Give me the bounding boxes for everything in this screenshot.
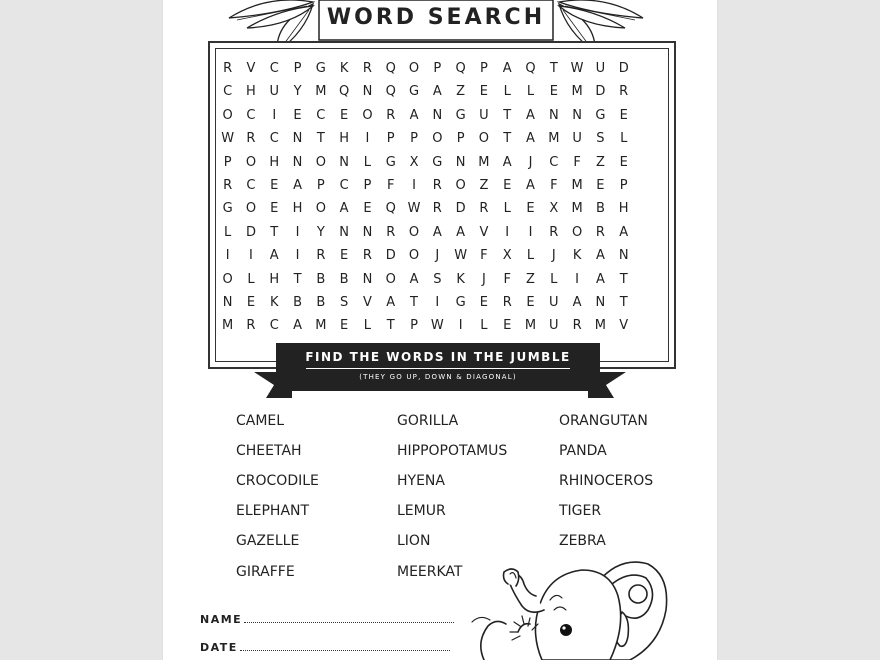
grid-cell[interactable]: R [386,224,396,240]
grid-cell[interactable]: A [293,177,302,193]
word-item: MEERKAT [397,564,463,580]
grid-cell[interactable]: R [549,224,559,240]
grid-cell[interactable]: N [548,107,559,123]
letter-grid [216,57,635,338]
grid-cell[interactable]: R [246,318,256,334]
grid-cell[interactable]: I [295,224,300,240]
grid-cell[interactable]: M [571,177,583,193]
grid-cell[interactable]: J [528,154,533,170]
word-item: ORANGUTAN [559,413,648,429]
grid-cell[interactable]: B [316,294,326,310]
grid-cell[interactable]: B [316,271,326,287]
grid-cell[interactable]: Z [479,177,489,193]
grid-cell[interactable]: J [551,248,556,264]
grid-cell[interactable]: W [407,201,421,217]
page-title: WORD SEARCH [326,5,546,30]
grid-cell[interactable]: P [316,177,325,193]
grid-cell[interactable]: M [315,84,327,100]
grid-cell[interactable]: Q [455,61,466,76]
word-item: TIGER [559,503,602,519]
word-item: ELEPHANT [236,503,310,519]
grid-cell[interactable]: R [432,201,442,217]
grid-cell[interactable]: C [269,318,279,334]
grid-cell[interactable]: R [223,177,233,193]
name-field[interactable] [200,613,454,626]
grid-cell[interactable]: A [409,107,419,123]
grid-cell[interactable]: E [363,201,372,217]
name-line[interactable] [244,613,454,623]
grid-cell[interactable]: A [409,271,419,287]
word-item: CAMEL [236,413,285,429]
grid-cell[interactable]: M [315,318,327,334]
grid-cell[interactable]: T [503,107,512,123]
grid-cell[interactable]: J [481,271,486,287]
grid-cell[interactable]: L [480,318,488,334]
grid-cell[interactable]: C [269,61,279,76]
grid-cell[interactable]: P [223,154,232,170]
grid-cell[interactable]: R [386,107,396,123]
grid-cell[interactable]: S [433,271,442,287]
grid-cell[interactable]: P [293,61,302,76]
grid-cell[interactable]: I [505,224,510,240]
grid-cell[interactable]: P [479,61,488,76]
grid-cell[interactable]: E [503,177,512,193]
grid-cell[interactable]: X [549,201,559,217]
grid-cell[interactable]: H [246,84,256,100]
grid-cell[interactable]: T [619,271,628,287]
grid-cell[interactable]: A [595,248,605,264]
grid-cell[interactable]: H [269,154,280,170]
grid-cell[interactable]: B [339,271,349,287]
instructions-note: (THEY GO UP, DOWN & DIAGONAL) [359,373,517,381]
grid-cell[interactable]: U [269,84,279,100]
grid-cell[interactable]: A [526,131,535,147]
grid-cell[interactable]: A [619,224,629,240]
grid-cell[interactable]: C [269,131,279,147]
grid-cell[interactable]: T [270,224,279,240]
grid-cell[interactable]: I [225,248,230,264]
grid-cell[interactable]: O [222,271,233,287]
grid-cell[interactable]: I [272,107,277,123]
grid-cell[interactable]: A [386,294,396,310]
grid-cell[interactable]: E [549,84,558,100]
grid-cell[interactable]: D [455,201,466,217]
grid-cell[interactable]: N [362,84,373,100]
grid-cell[interactable]: T [410,294,418,310]
grid-cell[interactable]: N [222,294,233,310]
grid-cell[interactable]: M [548,131,560,147]
grid-cell[interactable]: V [619,318,629,334]
grid-cell[interactable]: O [571,224,583,240]
grid-cell[interactable]: F [573,154,581,170]
grid-cell[interactable]: L [503,201,511,217]
grid-cell[interactable]: Q [385,61,396,76]
grid-cell[interactable]: H [292,201,303,217]
grid-cell[interactable]: G [455,107,466,123]
grid-cell[interactable]: M [524,318,537,334]
grid-cell[interactable]: G [385,154,396,170]
grid-cell[interactable]: I [458,318,463,334]
word-item: GAZELLE [236,533,300,549]
grid-cell[interactable]: O [245,154,257,170]
grid-cell[interactable]: O [408,61,420,76]
grid-cell[interactable]: T [293,271,302,287]
grid-cell[interactable]: I [249,248,253,264]
grid-cell[interactable]: I [295,248,300,264]
grid-cell[interactable]: Z [526,271,535,287]
grid-cell[interactable]: Q [525,61,536,76]
grid-cell[interactable]: W [430,318,444,334]
grid-cell[interactable]: A [595,271,605,287]
grid-cell[interactable]: R [502,294,512,310]
grid-cell[interactable]: A [269,248,279,264]
grid-cell[interactable]: A [502,154,512,170]
grid-cell[interactable]: O [315,154,326,170]
instructions-banner [276,343,600,391]
grid-cell[interactable]: N [339,154,349,170]
grid-cell[interactable]: E [270,177,279,193]
grid-cell[interactable]: I [412,177,416,193]
grid-cell[interactable]: R [595,224,605,240]
grid-cell[interactable]: R [572,318,582,334]
grid-cell[interactable]: Y [293,84,302,100]
word-item: GIRAFFE [236,564,295,580]
grid-cell[interactable]: P [363,177,372,193]
grid-cell[interactable]: K [269,294,279,310]
grid-cell[interactable]: O [222,107,233,123]
grid-cell[interactable]: A [456,224,466,240]
grid-cell[interactable]: T [316,131,325,147]
grid-cell[interactable]: Z [595,154,605,170]
grid-cell[interactable]: U [549,294,559,310]
grid-cell[interactable]: A [572,294,582,310]
word-item: ZEBRA [559,533,606,549]
grid-cell[interactable]: P [619,177,628,193]
grid-cell[interactable]: N [595,294,606,310]
grid-cell[interactable]: E [526,201,535,217]
grid-cell[interactable]: E [479,294,489,310]
grid-cell[interactable]: K [456,271,465,287]
grid-cell[interactable]: O [408,224,420,240]
grid-cell[interactable]: H [269,271,280,287]
word-item: GORILLA [397,413,459,429]
grid-cell[interactable]: C [246,107,256,123]
grid-cell[interactable]: I [435,294,440,310]
grid-cell[interactable]: L [224,224,232,240]
grid-cell[interactable]: Q [385,84,396,100]
grid-cell[interactable]: K [339,61,349,76]
grid-cell[interactable]: N [292,131,303,147]
grid-cell[interactable]: G [222,201,233,217]
grid-cell[interactable]: E [479,84,489,100]
grid-cell[interactable]: E [619,154,628,170]
grid-cell[interactable]: H [618,201,629,217]
grid-cell[interactable]: A [432,84,442,100]
grid-cell[interactable]: N [432,107,443,123]
grid-cell[interactable]: I [528,224,533,240]
grid-cell[interactable]: C [223,84,233,100]
date-line[interactable] [240,641,450,651]
word-item: CROCODILE [236,473,319,489]
grid-cell[interactable]: N [618,248,629,264]
grid-cell[interactable]: L [503,84,511,100]
grid-cell[interactable]: U [572,131,582,147]
grid-cell[interactable]: H [339,131,350,147]
grid-cell[interactable]: R [619,84,629,100]
word-item: CHEETAH [236,443,302,459]
grid-cell[interactable]: F [503,271,511,287]
grid-cell[interactable]: O [408,248,420,264]
grid-cell[interactable]: O [362,107,373,123]
grid-cell[interactable]: G [595,107,606,123]
grid-cell[interactable]: A [339,201,349,217]
grid-cell[interactable]: X [409,154,419,170]
grid-cell[interactable]: G [432,154,443,170]
grid-cell[interactable]: A [526,177,535,193]
grid-cell[interactable]: S [596,131,605,147]
grid-cell[interactable]: C [339,177,349,193]
grid-cell[interactable]: O [245,201,257,217]
banner-divider [306,368,570,369]
grid-cell[interactable]: L [526,248,535,264]
grid-cell[interactable]: R [362,61,372,76]
grid-cell[interactable]: R [479,201,489,217]
word-item: HIPPOPOTAMUS [397,443,508,459]
grid-cell[interactable]: R [223,61,233,76]
grid-cell[interactable]: O [315,201,326,217]
name-label: NAME [200,613,243,626]
grid-cell[interactable]: R [246,131,256,147]
grid-cell[interactable]: W [570,61,584,76]
grid-cell[interactable]: S [340,294,349,310]
grid-cell[interactable]: I [575,271,580,287]
grid-cell[interactable]: T [549,61,558,76]
grid-cell[interactable]: J [435,248,440,264]
grid-cell[interactable]: Z [456,84,466,100]
grid-cell[interactable]: E [526,294,535,310]
grid-cell[interactable]: A [526,107,535,123]
grid-cell[interactable]: C [316,107,326,123]
grid-cell[interactable]: O [478,131,490,147]
word-item: RHINOCEROS [559,473,654,489]
grid-cell[interactable]: L [363,318,372,334]
grid-cell[interactable]: E [293,107,302,123]
grid-cell[interactable]: D [595,84,606,100]
word-item: LEMUR [397,503,446,519]
grid-cell[interactable]: M [571,84,583,100]
grid-cell[interactable]: L [247,271,255,287]
grid-cell[interactable]: E [340,107,349,123]
word-item: HYENA [397,473,445,489]
grid-cell[interactable]: W [454,248,468,264]
grid-cell[interactable]: T [503,131,512,147]
grid-cell[interactable]: O [385,271,396,287]
grid-cell[interactable]: M [222,318,234,334]
grid-cell[interactable]: N [572,107,582,123]
grid-cell[interactable]: X [502,248,512,264]
grid-cell[interactable]: G [455,294,466,310]
grid-cell[interactable]: P [433,61,442,76]
grid-cell[interactable]: M [594,318,606,334]
grid-cell[interactable]: N [455,154,466,170]
grid-cell[interactable]: F [480,248,488,264]
grid-cell[interactable]: C [549,154,559,170]
grid-cell[interactable]: G [408,84,420,100]
grid-cell[interactable]: E [340,248,349,264]
grid-cell[interactable]: V [479,224,489,240]
date-label: DATE [200,641,238,654]
grid-cell[interactable]: D [618,61,629,76]
grid-cell[interactable]: W [221,131,235,147]
grid-cell[interactable]: R [432,177,442,193]
grid-cell[interactable]: P [410,318,418,334]
grid-cell[interactable]: G [315,61,326,76]
grid-cell[interactable]: N [339,224,349,240]
grid-cell[interactable]: P [456,131,465,147]
grid-cell[interactable]: B [595,201,605,217]
grid-cell[interactable]: M [478,154,490,170]
grid-cell[interactable]: L [363,154,372,170]
instructions-title: FIND THE WORDS IN THE JUMBLE [305,350,571,364]
grid-cell[interactable]: L [620,131,628,147]
grid-cell[interactable]: A [293,318,302,334]
grid-cell[interactable]: A [432,224,442,240]
grid-cell[interactable]: I [365,131,370,147]
grid-cell[interactable]: T [386,318,395,334]
grid-cell[interactable]: P [386,131,395,147]
grid-cell[interactable]: V [362,294,372,310]
grid-cell[interactable]: C [246,177,256,193]
elephant-illustration-icon [470,552,670,660]
grid-cell[interactable]: L [526,84,535,100]
grid-cell[interactable]: K [572,248,582,264]
grid-cell[interactable]: E [270,201,279,217]
grid-cell[interactable]: E [619,107,628,123]
grid-cell[interactable]: Y [316,224,325,240]
grid-cell[interactable]: R [362,248,372,264]
grid-cell[interactable]: O [432,131,443,147]
grid-cell[interactable]: F [550,177,558,193]
grid-cell[interactable]: O [455,177,466,193]
date-field[interactable] [200,641,450,654]
word-item: PANDA [559,443,607,459]
grid-cell[interactable]: D [385,248,396,264]
grid-cell[interactable]: U [595,61,606,76]
grid-cell[interactable]: A [502,61,512,76]
grid-cell[interactable]: U [549,318,559,334]
grid-cell[interactable]: V [246,61,256,76]
grid-cell[interactable]: T [619,294,628,310]
grid-cell[interactable]: F [386,177,395,193]
grid-cell[interactable]: D [245,224,256,240]
grid-cell[interactable]: Q [339,84,350,100]
grid-cell[interactable]: M [571,201,583,217]
grid-cell[interactable]: E [340,318,349,334]
grid-cell[interactable]: U [479,107,489,123]
grid-cell[interactable]: P [410,131,418,147]
grid-cell[interactable]: R [316,248,326,264]
grid-cell[interactable]: B [293,294,302,310]
grid-cell[interactable]: L [550,271,558,287]
grid-cell[interactable]: N [292,154,303,170]
grid-cell[interactable]: N [362,271,373,287]
grid-cell[interactable]: N [362,224,373,240]
word-item: LION [397,533,431,549]
grid-cell[interactable]: E [596,177,605,193]
grid-cell[interactable]: E [246,294,256,310]
grid-cell[interactable]: E [503,318,512,334]
grid-cell[interactable]: Q [385,201,396,217]
